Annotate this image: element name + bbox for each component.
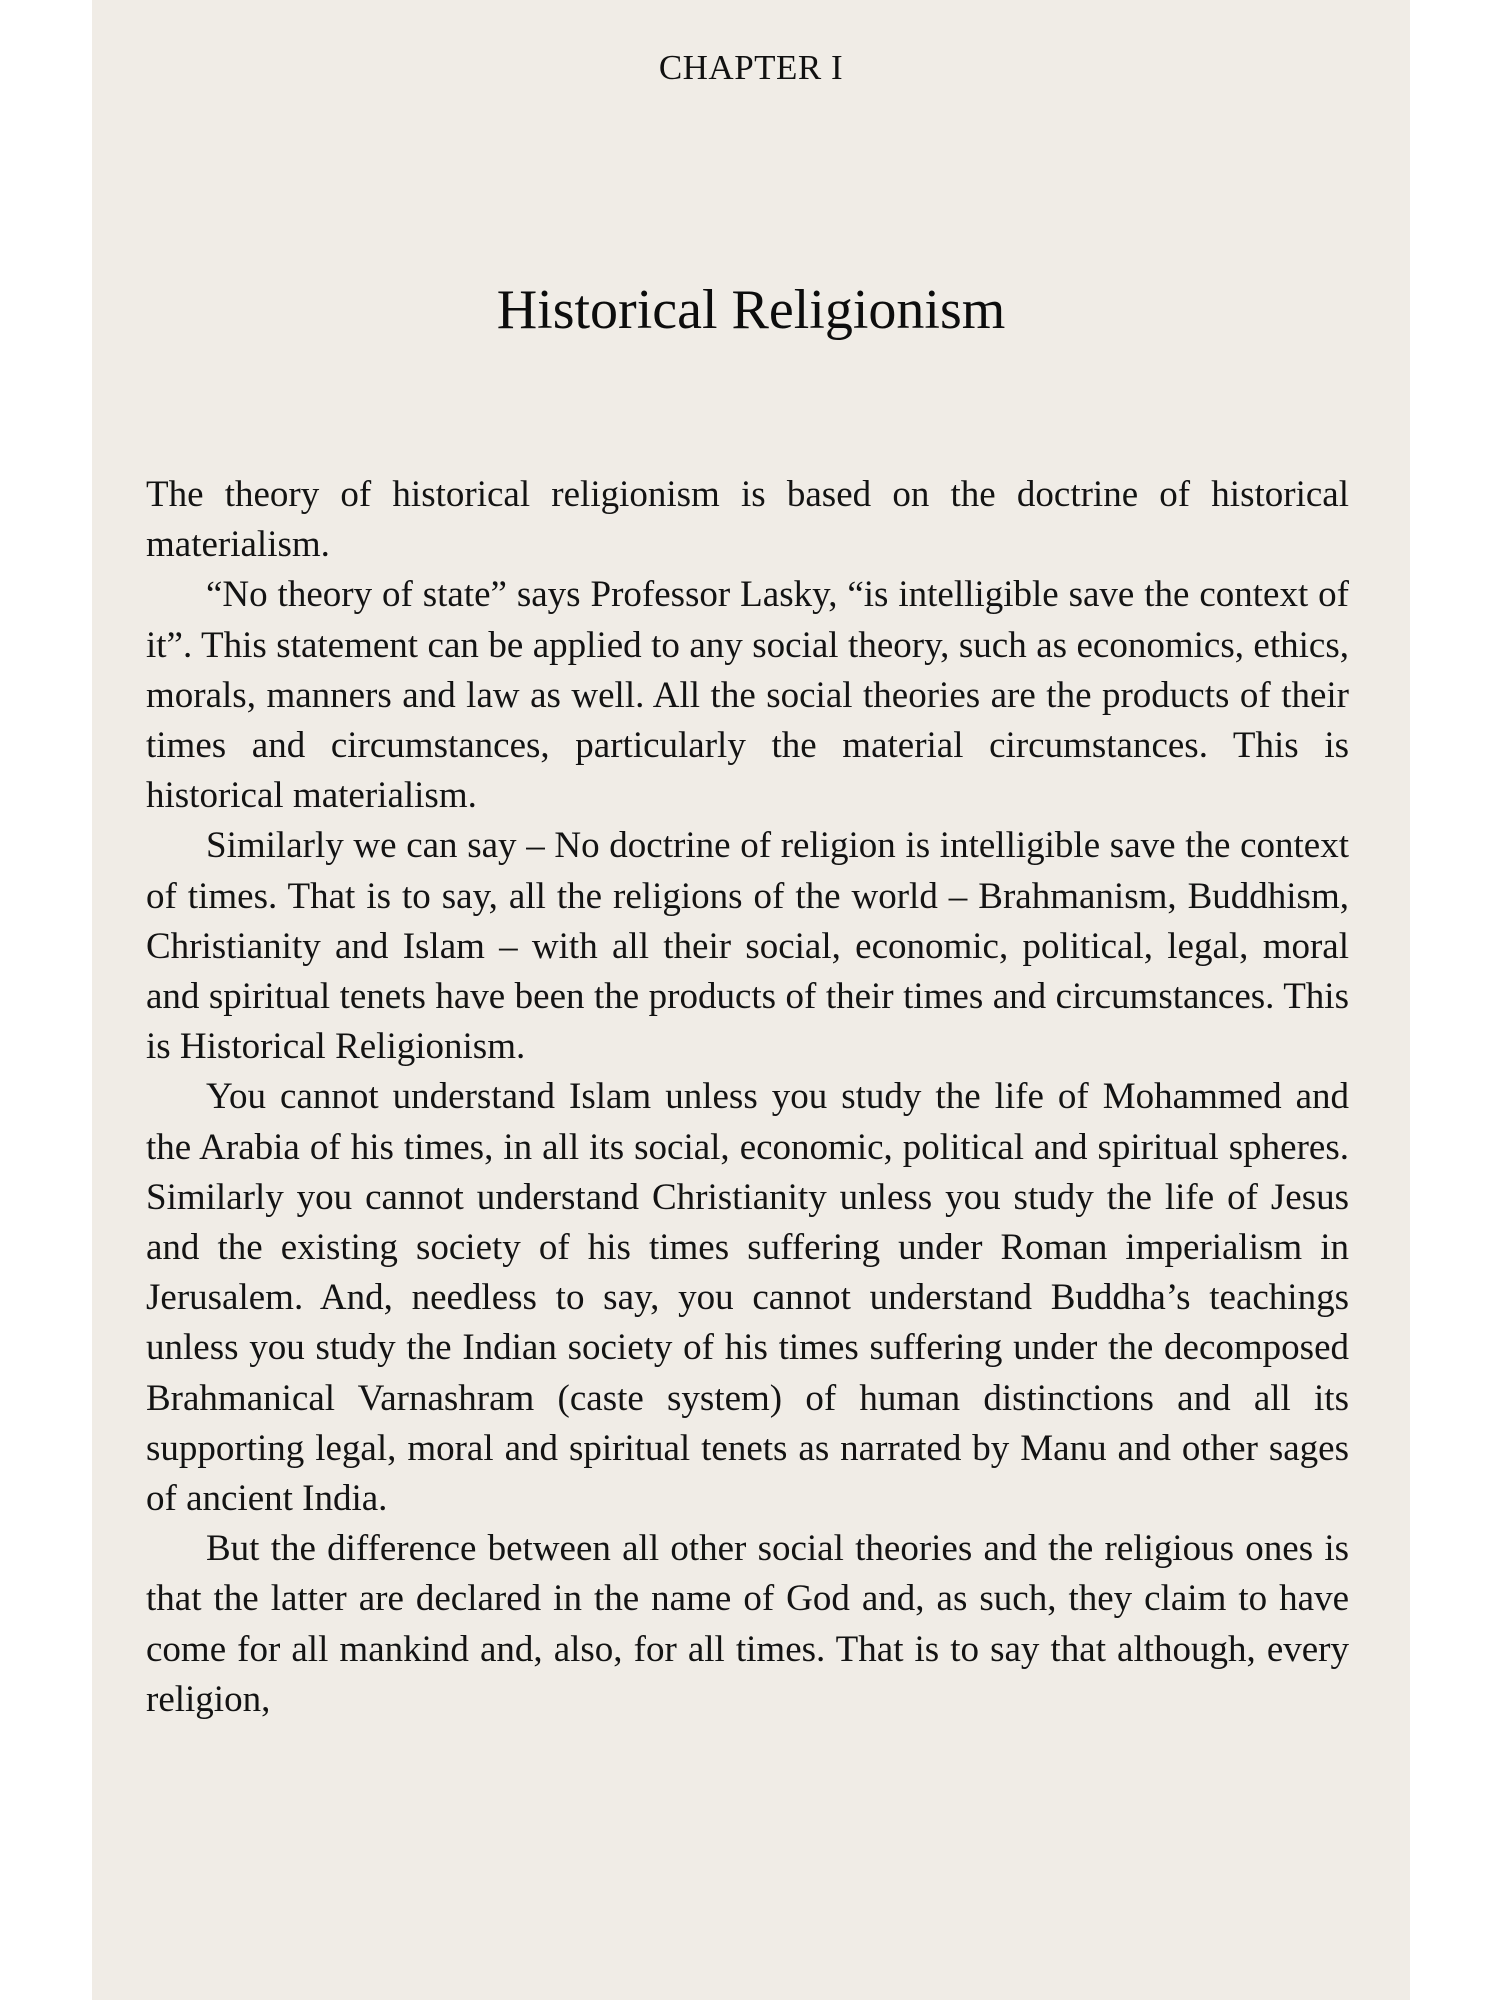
body-text	[146, 470, 1349, 1725]
book-page	[92, 0, 1410, 2000]
paragraph-3: Similarly we can say – No doctrine of religion is intelligible save the context of times. That is to say, all the religions of the world – Brahmanism, Buddhism, Christianity and Islam – with all their social, economic, political, legal, moral and spiritual tenets have been the products of their times and circumstances. This is Historical Religionism.	[146, 825, 1349, 1068]
paragraph-4: You cannot understand Islam unless you study the life of Mohammed and the Arabia of his times, in all its social, economic, political and spiritual spheres. Similarly you cannot understand Christianity unless you study the life of Jesus and the existing society of his times suffering under Roman imperialism in Jerusalem. And, needless to say, you cannot understand Buddha’s teachings unless you study the Indian society of his times suffering under the decomposed Brahmanical Varnashram (caste system) of human distinctions and all its supporting legal, moral and spiritual tenets as narrated by Manu and other sages of ancient India.	[146, 1076, 1349, 1520]
chapter-title: Historical Religionism	[496, 279, 1006, 341]
paragraph-2: “No theory of state” says Professor Lasky, “is intelligible save the context of it”. This statement can be applied to any social theory, such as economics, ethics, morals, manners and law as well. All the social theories are the products of their times and circumstances, particularly the material circumstances. This is historical materialism.	[146, 574, 1349, 817]
chapter-label: CHAPTER I	[658, 48, 844, 87]
paragraph-1: The theory of historical religionism is based on the doctrine of historical materialism.	[146, 474, 1349, 566]
paragraph-5: But the difference between all other social theories and the religious ones is that the latter are declared in the name of God and, as such, they claim to have come for all mankind and, also, for all times. That is to say that although, every religion,	[146, 1528, 1349, 1720]
